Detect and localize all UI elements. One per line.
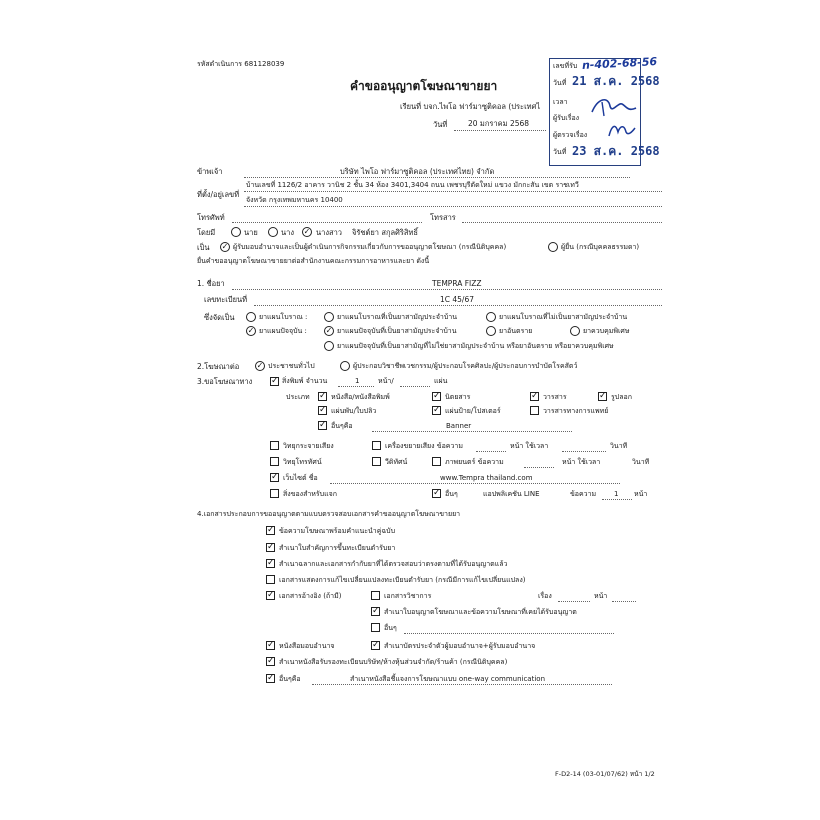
audio-page-time: หน้า ใช้เวลา (510, 442, 549, 450)
type-trad-household-label: ยาแผนโบราณที่เป็นยาสามัญประจำบ้าน (337, 313, 458, 321)
title-mrs-label: นาง (281, 228, 295, 237)
other-message-underline (602, 499, 632, 500)
attach-id-copies-label: สำเนาบัตรประจำตัวผู้มอบอำนาจ+ผู้รับมอบอำนาจ (384, 642, 536, 650)
pages-unit: หน้า/ (378, 377, 394, 385)
media-other-value[interactable]: Banner (446, 422, 472, 430)
applicant-name[interactable]: บริษัท ไพโอ ฟาร์มาซูติคอล (ประเทศไทย) จำกัด (340, 167, 495, 176)
media-leaflet-checkbox[interactable]: ✓ (319, 405, 327, 415)
reg-no-label: เลขทะเบียนที่ (204, 295, 248, 304)
drug-name-underline (232, 289, 662, 290)
drug-type-label: ซึ่งจัดเป็น (204, 313, 235, 322)
media-newspaper-checkbox[interactable]: ✓ (319, 391, 327, 401)
doc-code: รหัสดำเนินการ 681128039 (197, 60, 285, 68)
type-radio-modern-other[interactable] (324, 341, 334, 351)
person-name[interactable]: จิรัชต์ยา สกุลศิริสิทธิ์ (352, 228, 418, 237)
media-medical-journal-checkbox[interactable] (530, 406, 539, 415)
address-underline-1 (244, 191, 662, 192)
attach-amendment-label: เอกสารแสดงการแก้ไขเปลี่ยนแปลงทะเบียนตำรับยา (กรณีมีการแก้ไขเปลี่ยนแปลง) (279, 576, 526, 584)
attach-previous-license-label: สำเนาใบอนุญาตโฆษณาและข้อความโฆษณาที่เคยได้รับอนุญาต (384, 608, 577, 616)
attach-id-copies-checkbox[interactable]: ✓ (372, 640, 380, 650)
drug-name-label: 1. ชื่อยา (197, 279, 225, 288)
media-journal-label: วารสาร (543, 393, 567, 401)
audio-second-unit: วินาที (610, 442, 628, 450)
channel-audio-device-label: เครื่องขยายเสียง ข้อความ (385, 442, 463, 450)
channel-cinema-label: ภาพยนตร์ ข้อความ (445, 458, 504, 466)
form-title: คำขออนุญาตโฆษณาขายยา (350, 79, 498, 93)
attach-other-label: อื่นๆคือ (279, 675, 301, 683)
attach-poa-label: หนังสือมอบอำนาจ (279, 642, 335, 650)
media-other-underline (372, 431, 572, 432)
media-type-label: ประเภท (286, 393, 310, 401)
attach-ref-other-label: อื่นๆ (384, 624, 397, 632)
reg-no-underline (254, 305, 662, 306)
type-modern-other-label: ยาแผนปัจจุบันที่เป็นยาสามัญที่ไม่ใช่ยาสามัญประจำบ้าน หรือยาอันตราย หรือยาควบคุมพิเศษ (337, 342, 614, 350)
title-radio-mr[interactable] (231, 227, 241, 237)
attach-reference-label: เอกสารอ้างอิง (ถ้ามี) (279, 592, 342, 600)
type-dangerous-label: ยาอันตราย (499, 327, 533, 335)
attach-ref-other-underline (404, 633, 614, 634)
channel-other-message-label: ข้อความ (570, 490, 597, 498)
reg-no[interactable]: 1C 45/67 (440, 295, 475, 304)
media-decal-label: รูปลอก (611, 393, 632, 401)
attach-advert-text-checkbox[interactable]: ✓ (267, 525, 275, 535)
media-decal-checkbox[interactable]: ✓ (599, 391, 607, 401)
attach-other-checkbox[interactable]: ✓ (267, 673, 275, 683)
audience-professional-label: ผู้ประกอบวิชาชีพเวชกรรม/ผู้ประกอบโรคศิลปะ/ผู้ประกอบการบำบัดโรคสัตว์ (353, 362, 578, 370)
audience-radio-public[interactable]: ✓ (256, 361, 264, 370)
address-line-1[interactable]: บ้านเลขที่ 1126/2 อาคาร วานิช 2 ชั้น 34 ห้อง 3401,3404 ถนน เพชรบุรีตัดใหม่ แขวง มักกะสัน เขต ราชเทวี (246, 181, 579, 189)
channel-other-checkbox[interactable]: ✓ (433, 488, 441, 498)
attach-subject-underline (558, 601, 590, 602)
channel-giveaway-label: สิ่งของสำหรับแจก (283, 490, 337, 498)
stamp-date2: 23 ส.ค. 2568 (572, 144, 660, 158)
media-poster-checkbox[interactable]: ✓ (433, 405, 441, 415)
attach-reference-checkbox[interactable]: ✓ (267, 590, 275, 600)
website-underline (330, 483, 620, 484)
role-individual-label: ผู้ยื่น (กรณีบุคคลธรรมดา) (561, 243, 640, 251)
by-label: โดยมี (197, 228, 216, 237)
attach-registration-label: สำเนาใบสำคัญการขึ้นทะเบียนตำรับยา (279, 544, 396, 552)
receiver-signature (588, 92, 640, 120)
type-radio-trad-non-household[interactable] (486, 312, 496, 322)
attachments-label: 4.เอกสารประกอบการขออนุญาตตามแบบตรวจสอบเอกสารคำขออนุญาตโฆษณาขายยา (197, 510, 461, 518)
audio-message-underline (476, 451, 506, 452)
applicant-label: ข้าพเจ้า (197, 167, 223, 176)
attach-company-cert-label: สำเนาหนังสือรับรองทะเบียนบริษัท/ห้างหุ้นส่วนจำกัด/ร้านค้า (กรณีนิติบุคคล) (279, 658, 508, 666)
address-label: ที่ตั้ง/อยู่เลขที่ (197, 190, 240, 199)
reviewer-signature (606, 120, 638, 140)
type-trad-non-household-label: ยาแผนโบราณที่ไม่เป็นยาสามัญประจำบ้าน (499, 313, 628, 321)
title-radio-mrs[interactable] (268, 227, 278, 237)
type-traditional-label: ยาแผนโบราณ : (259, 313, 308, 321)
attach-previous-license-checkbox[interactable]: ✓ (372, 606, 380, 616)
stamp-date1: 21 ส.ค. 2568 (572, 74, 660, 88)
type-radio-trad-household[interactable] (324, 312, 334, 322)
cinema-message-underline (524, 467, 554, 468)
role-juristic-label: ผู้รับมอบอำนาจและเป็นผู้ดำเนินการกิจกรรมเกี่ยวกับการขออนุญาตโฆษณา (กรณีนิติบุคคล) (233, 243, 507, 251)
cinema-second-unit: วินาที (632, 458, 650, 466)
attach-ref-other-checkbox[interactable] (371, 623, 380, 632)
media-journal-checkbox[interactable]: ✓ (531, 391, 539, 401)
attach-amendment-checkbox[interactable] (266, 575, 275, 584)
channel-tv-label: วิทยุโทรทัศน์ (283, 458, 322, 466)
stamp-date2-label: วันที่ (553, 148, 567, 156)
type-radio-traditional[interactable] (246, 312, 256, 322)
channel-other-label: อื่นๆ (445, 490, 458, 498)
channel-cinema-checkbox[interactable] (432, 457, 441, 466)
title-radio-miss[interactable]: ✓ (303, 227, 311, 236)
type-radio-modern[interactable]: ✓ (247, 326, 255, 335)
print-count-underline (338, 386, 374, 387)
media-magazine-checkbox[interactable]: ✓ (433, 391, 441, 401)
address-line-2[interactable]: จังหวัด กรุงเทพมหานคร 10400 (246, 196, 343, 204)
attach-page-label: หน้า (594, 592, 608, 600)
role-radio-juristic[interactable]: ✓ (221, 242, 229, 251)
stamp-receipt-no-label: เลขที่รับ (553, 62, 578, 70)
media-newspaper-label: หนังสือ/หนังสือพิมพ์ (331, 393, 390, 401)
cinema-page-time: หน้า ใช้เวลา (562, 458, 601, 466)
attach-other-underline (312, 684, 612, 685)
sheet-unit: แผ่น (434, 377, 448, 385)
type-radio-dangerous[interactable] (486, 326, 496, 336)
attach-academic-checkbox[interactable] (371, 591, 380, 600)
advertise-to-label: 2.โฆษณาต่อ (197, 362, 240, 371)
stamp-reviewer-label: ผู้ตรวจเรื่อง (553, 131, 588, 139)
attach-subject-label: เรื่อง (538, 592, 552, 600)
as-label: เป็น (197, 243, 210, 252)
fax-label: โทรสาร (430, 213, 456, 222)
media-other-label: อื่นๆคือ (331, 422, 353, 430)
channel-print-checkbox[interactable]: ✓ (271, 376, 279, 386)
media-other-checkbox[interactable]: ✓ (319, 420, 327, 430)
stamp-receipt-no: n-402-68-56 (581, 55, 658, 72)
channel-other-value[interactable]: แอปพลิเคชัน LINE (483, 490, 540, 498)
channel-video-checkbox[interactable] (372, 457, 381, 466)
phone-underline (232, 222, 422, 223)
stamp-receiver-label: ผู้รับเรื่อง (553, 114, 580, 122)
fax-underline (462, 222, 662, 223)
stamp-date1-label: วันที่ (553, 79, 567, 87)
type-radio-special-control[interactable] (570, 326, 580, 336)
attach-page-underline (612, 601, 636, 602)
channel-radio-checkbox[interactable] (270, 441, 279, 450)
audience-public-label: ประชาชนทั่วไป (268, 362, 315, 370)
applicant-underline (244, 177, 630, 178)
role-radio-individual[interactable] (548, 242, 558, 252)
channel-other-message-count[interactable]: 1 (614, 490, 619, 498)
channel-website-checkbox[interactable]: ✓ (271, 472, 279, 482)
website-value[interactable]: www.Tempra thailand.com (440, 474, 533, 482)
attach-company-cert-checkbox[interactable]: ✓ (267, 656, 275, 666)
attach-advert-text-label: ข้อความโฆษณาพร้อมคำแนะนำคู่ฉบับ (279, 527, 396, 535)
audience-radio-professional[interactable] (340, 361, 350, 371)
date-value[interactable]: 20 มกราคม 2568 (468, 119, 530, 128)
channel-video-label: วีดิทัศน์ (385, 458, 408, 466)
channel-tv-checkbox[interactable] (270, 457, 279, 466)
channel-radio-label: วิทยุกระจายเสียง (283, 442, 334, 450)
type-modern-household-label: ยาแผนปัจจุบันที่เป็นยาสามัญประจำบ้าน (337, 327, 457, 335)
sheet-count-underline (400, 386, 430, 387)
attach-other-value[interactable]: สำเนาหนังสือชี้แจงการโฆษณาแบบ one-way communication (350, 675, 546, 683)
type-radio-modern-household[interactable]: ✓ (325, 326, 333, 335)
date-label: วันที่ (433, 120, 448, 129)
type-special-control-label: ยาควบคุมพิเศษ (583, 327, 630, 335)
address-underline-2 (244, 206, 662, 207)
channel-website-label: เว็บไซต์ ชื่อ (283, 474, 318, 482)
print-count[interactable]: 1 (355, 377, 360, 385)
media-leaflet-label: แผ่นพับ/ใบปลิว (331, 407, 377, 415)
attach-label-leaflet-label: สำเนาฉลากและเอกสารกำกับยาที่ได้ตรวจสอบว่าตรงตามที่ได้รับอนุญาตแล้ว (279, 560, 508, 568)
channel-label: 3.ขอโฆษณาทาง (197, 377, 253, 386)
title-miss-label: นางสาว (316, 228, 343, 237)
attach-academic-label: เอกสารวิชาการ (384, 592, 432, 600)
attach-label-leaflet-checkbox[interactable]: ✓ (267, 558, 275, 568)
audio-time-underline (562, 451, 606, 452)
form-code-footer: F-D2-14 (03-01/07/62) หน้า 1/2 (555, 770, 655, 778)
channel-print-label: สิ่งพิมพ์ จำนวน (282, 377, 328, 385)
type-modern-label: ยาแผนปัจจุบัน : (259, 327, 307, 335)
media-medical-journal-label: วารสารทางการแพทย์ (543, 407, 609, 415)
channel-other-page-unit: หน้า (634, 490, 648, 498)
submit-text: ยื่นคำขออนุญาตโฆษณาขายยาต่อสำนักงานคณะกรรมการอาหารและยา ดังนี้ (197, 257, 430, 265)
channel-audio-device-checkbox[interactable] (372, 441, 381, 450)
drug-name[interactable]: TEMPRA FIZZ (432, 279, 482, 288)
stamp-time-label: เวลา (553, 98, 568, 106)
attach-registration-checkbox[interactable]: ✓ (267, 542, 275, 552)
channel-giveaway-checkbox[interactable] (270, 489, 279, 498)
attach-poa-checkbox[interactable]: ✓ (267, 640, 275, 650)
addressee: เรียนที่ บจก.ไพโอ ฟาร์มาซูติคอล (ประเทศไ (400, 102, 541, 111)
media-magazine-label: นิตยสาร (445, 393, 471, 401)
phone-label: โทรศัพท์ (197, 213, 225, 222)
media-poster-label: แผ่นป้าย/โปสเตอร์ (445, 407, 501, 415)
title-mr-label: นาย (244, 228, 258, 237)
date-underline (454, 130, 546, 131)
